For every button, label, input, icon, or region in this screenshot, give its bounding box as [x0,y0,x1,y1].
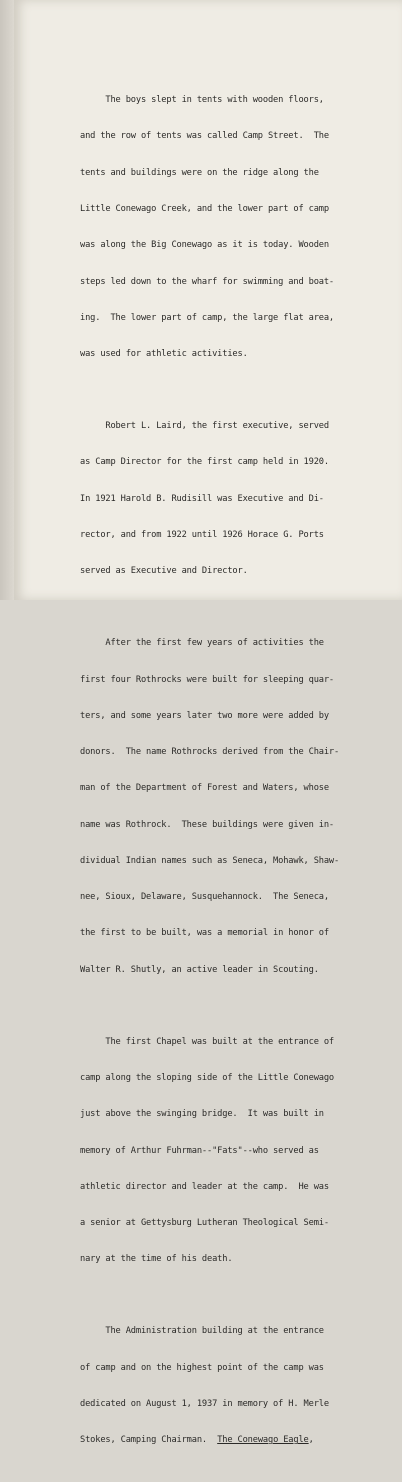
text-line: just above the swinging bridge. It was built in [80,1109,324,1120]
text-line: was along the Big Conewago as it is today. Wooden [80,240,329,251]
text-line: and the row of tents was called Camp Street. The [80,131,329,142]
text-line: was used for athletic activities. [80,349,248,360]
text-line: of camp and on the highest point of the camp was [80,1362,324,1373]
text-line: After the first few years of activities the [80,638,324,649]
text-line: The Administration building at the entrance [80,1326,324,1337]
book-spine-shadow [0,0,14,600]
paragraph-rothrocks [80,613,386,1000]
page [14,0,402,1446]
text-line: first four Rothrocks were built for sleeping quar- [80,674,335,685]
text-line: memory of Arthur Fuhrman--"Fats"--who served as [80,1145,319,1156]
text-line: served as Executive and Director. [80,566,248,577]
text-line: camp along the sloping side of the Little Conewago [80,1073,335,1083]
paragraph-tents [80,70,386,384]
text-line: dedicated on August 1, 1937 in memory of H. Merle [80,1398,329,1409]
text-line: steps led down to the wharf for swimming and boat- [80,276,335,287]
text-line-last [80,1434,386,1446]
text-line: Walter R. Shutly, an active leader in Scouting. [80,964,319,975]
text-line: Stokes, Camping Chairman. [80,1435,208,1446]
text-line: a senior at Gettysburg Lutheran Theological Semi- [80,1218,329,1229]
text-line: nee, Sioux, Delaware, Susquehannock. The Seneca, [80,892,329,903]
text-line: ing. The lower part of camp, the large flat area, [80,312,335,323]
text-line: name was Rothrock. These buildings were given in- [80,819,335,830]
text-line: ters, and some years later two more were added by [80,710,329,721]
text-line: the first to be built, was a memorial in honor of [80,928,329,939]
paragraph-administration [80,1301,386,1470]
text-line: man of the Department of Forest and Waters, whose [80,783,329,794]
paragraph-directors [80,396,386,602]
underlined-title: The Conewago Eagle [217,1435,309,1446]
text-line: nary at the time of his death. [80,1254,233,1265]
text-line: Robert L. Laird, the first executive, served [80,421,329,432]
text-line: The first Chapel was built at the entrance of [80,1036,335,1047]
text-line: donors. The name Rothrocks derived from the Chair- [80,747,340,758]
text-line: Little Conewago Creek, and the lower part of camp [80,204,329,215]
text-line: The boys slept in tents with wooden floors, [80,95,324,106]
text-line: tents and buildings were on the ridge along the [80,167,319,178]
text-line: athletic director and leader at the camp. He was [80,1181,329,1192]
body-text [80,70,386,1482]
text-line: as Camp Director for the first camp held in 1920. [80,457,329,468]
text-line: rector, and from 1922 until 1926 Horace G. Ports [80,529,324,540]
trailing-comma: , [308,1435,314,1446]
paragraph-chapel [80,1012,386,1290]
text-line: In 1921 Harold B. Rudisill was Executive and Di- [80,493,324,504]
text-line: dividual Indian names such as Seneca, Mohawk, Shaw- [80,855,340,866]
